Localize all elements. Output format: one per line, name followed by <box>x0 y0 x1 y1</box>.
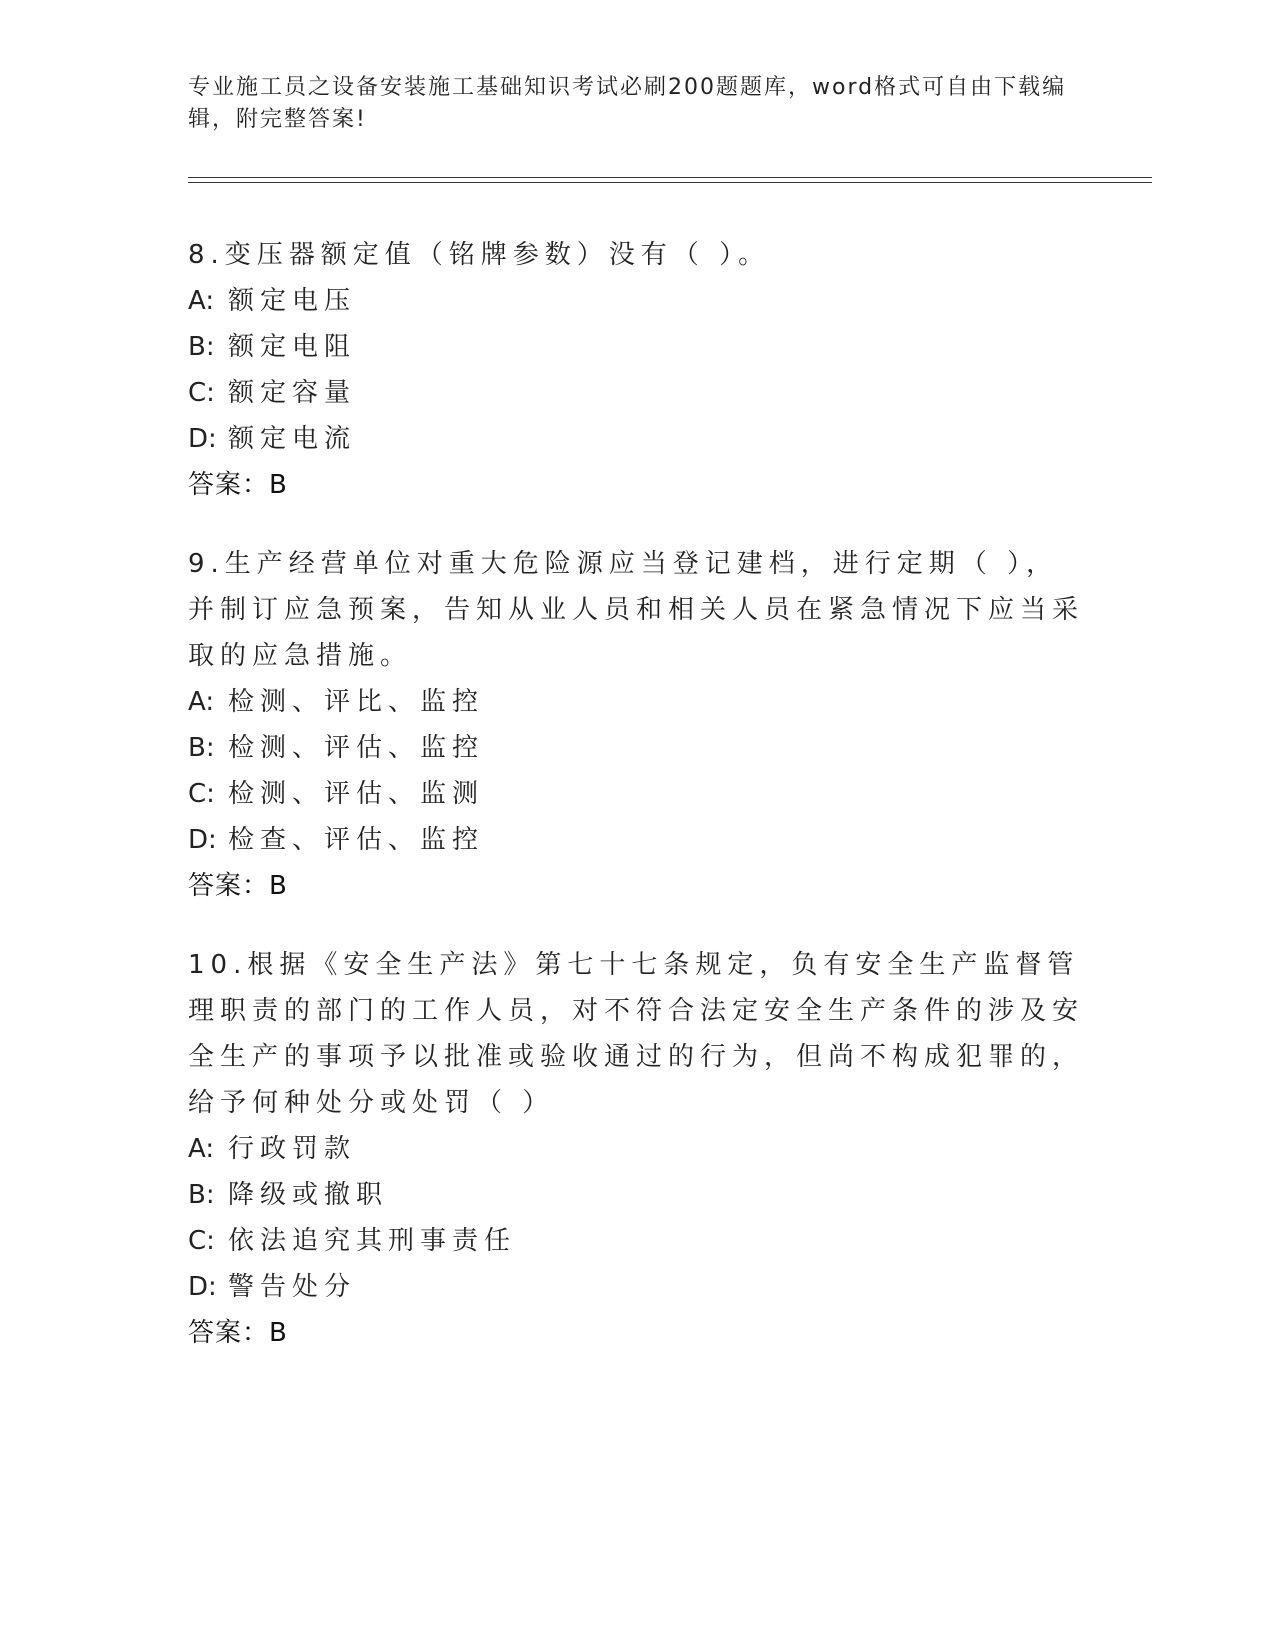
option-b <box>188 725 1088 771</box>
option-key: D: <box>188 424 217 454</box>
option-key: B: <box>188 733 215 763</box>
option-key: B: <box>188 1180 215 1210</box>
option-text: 检测、评估、监测 <box>228 779 485 809</box>
option-text: 检测、评估、监控 <box>228 733 485 763</box>
option-key: C: <box>188 1226 215 1256</box>
question-stem: 9.生产经营单位对重大危险源应当登记建档，进行定期（ ），并制订应急预案，告知从业人员和相关人员在紧急情况下应当采取的应急措施。 <box>188 549 1085 671</box>
option-text: 额定电压 <box>228 286 357 316</box>
option-text: 额定电阻 <box>228 332 357 362</box>
header-divider-top <box>188 177 1152 178</box>
question-stem: 10.根据《安全生产法》第七十七条规定，负有安全生产监督管理职责的部门的工作人员，对不符合法定安全生产条件的涉及安全生产的事项予以批准或验收通过的行为，但尚不构成犯罪的，给予何种处分或处罚（ ） <box>188 950 1085 1118</box>
option-key: A: <box>188 286 215 316</box>
question-stem: 8.变压器额定值（铭牌参数）没有（ ）。 <box>188 240 771 270</box>
question-list <box>188 232 1088 1389</box>
question-8 <box>188 232 1088 508</box>
question-10 <box>188 942 1088 1356</box>
option-key: A: <box>188 687 215 717</box>
header-divider-bottom <box>188 182 1152 183</box>
option-key: C: <box>188 779 215 809</box>
option-b <box>188 1172 1088 1218</box>
option-text: 检查、评估、监控 <box>228 825 485 855</box>
option-a <box>188 679 1088 725</box>
option-d <box>188 416 1088 462</box>
option-d <box>188 1264 1088 1310</box>
document-header: 专业施工员之设备安装施工基础知识考试必刷200题题库，word格式可自由下载编辑，附完整答案! <box>188 75 1067 132</box>
option-text: 降级或撤职 <box>228 1180 389 1210</box>
option-text: 警告处分 <box>228 1272 357 1302</box>
option-text: 依法追究其刑事责任 <box>228 1226 517 1256</box>
option-b <box>188 324 1088 370</box>
answer-line: 答案：B <box>188 470 288 500</box>
option-c <box>188 370 1088 416</box>
option-c <box>188 1218 1088 1264</box>
option-key: A: <box>188 1134 215 1164</box>
question-9 <box>188 541 1088 909</box>
option-a <box>188 1126 1088 1172</box>
option-text: 额定容量 <box>228 378 357 408</box>
option-d <box>188 817 1088 863</box>
option-key: B: <box>188 332 215 362</box>
option-key: D: <box>188 1272 217 1302</box>
answer-line: 答案：B <box>188 871 288 901</box>
option-text: 行政罚款 <box>228 1134 357 1164</box>
option-text: 额定电流 <box>228 424 357 454</box>
option-key: C: <box>188 378 215 408</box>
option-a <box>188 278 1088 324</box>
option-text: 检测、评比、监控 <box>228 687 485 717</box>
answer-line: 答案：B <box>188 1318 288 1348</box>
option-key: D: <box>188 825 217 855</box>
option-c <box>188 771 1088 817</box>
